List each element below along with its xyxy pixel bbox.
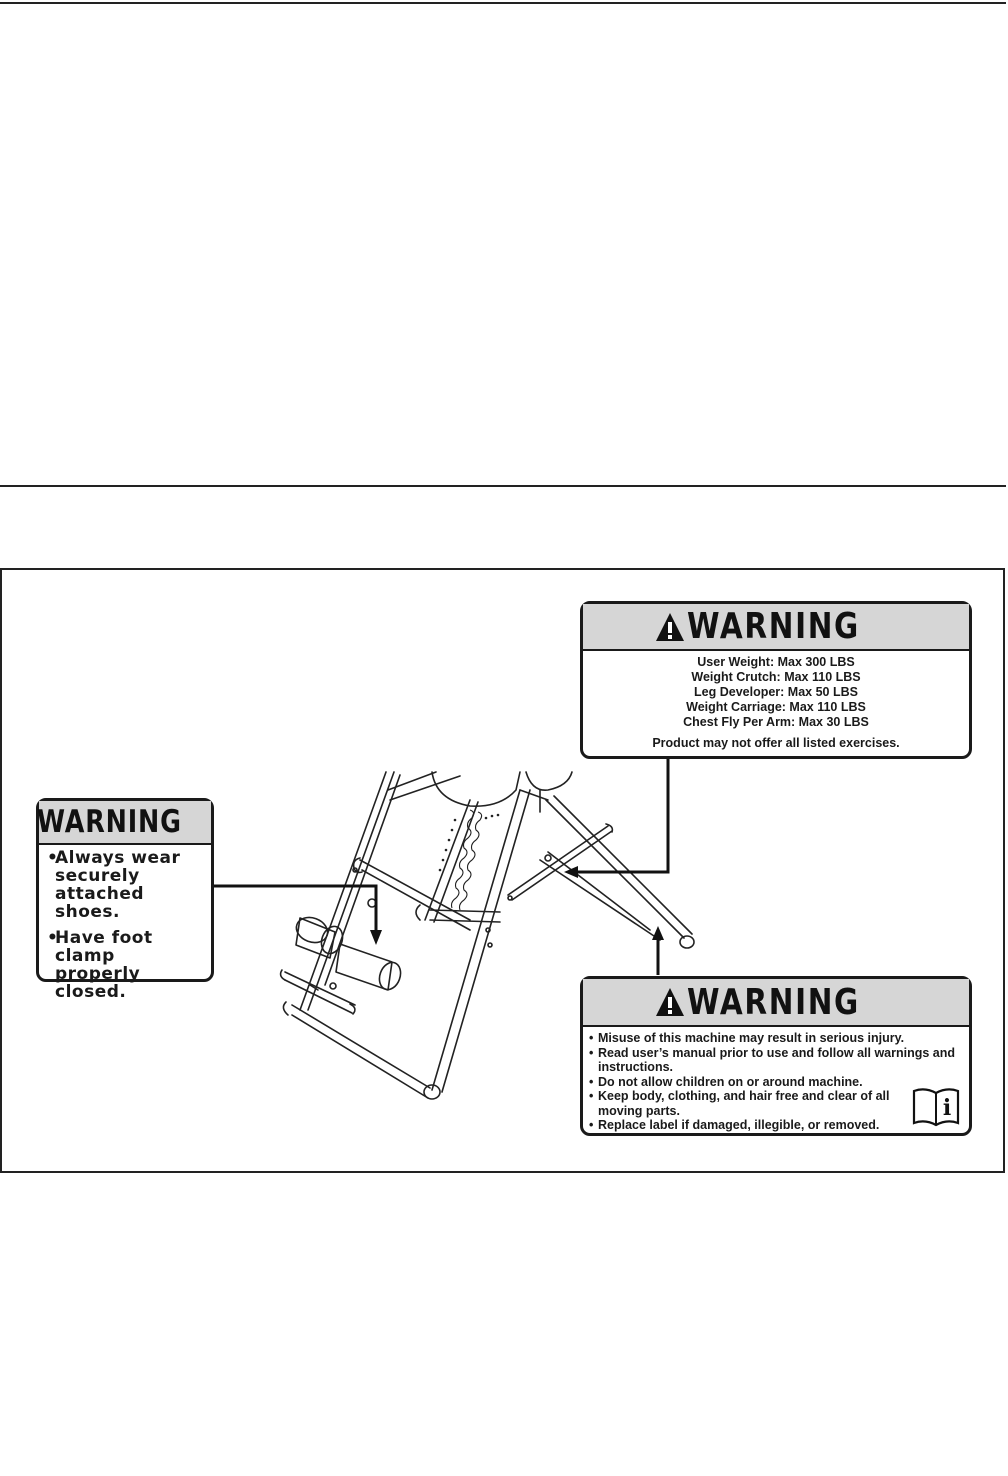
list-item — [47, 849, 203, 921]
manual-info-icon — [911, 1085, 961, 1127]
foot-clamp-list — [39, 845, 211, 1001]
general-warning-item: Read user’s manual prior to use and follow all warnings and instructions. — [598, 1045, 956, 1074]
general-warning-item: Keep body, clothing, and hair free and clear of all moving parts. — [598, 1089, 890, 1118]
weight-limit-item: Weight Carriage: Max 110 LBS — [686, 700, 866, 714]
foot-clamp-item: Have foot clamp properly closed. — [55, 928, 153, 1002]
weight-limit-item: Weight Crutch: Max 110 LBS — [691, 670, 861, 684]
label-header — [583, 604, 969, 651]
general-warning-item: Misuse of this machine may result in serious injury. — [598, 1031, 905, 1045]
general-warning-label — [580, 976, 972, 1136]
foot-clamp-warning-label — [36, 798, 214, 1002]
label-header — [583, 979, 969, 1027]
bullet: • — [589, 1089, 594, 1103]
weight-limit-item: Chest Fly Per Arm: Max 30 LBS — [683, 715, 869, 729]
manual-info-glyph: i — [942, 1095, 952, 1121]
bullet: • — [589, 1074, 594, 1089]
label-header — [39, 801, 211, 845]
exercise-note: Product may not offer all listed exercises. — [652, 736, 900, 750]
list-item — [589, 1118, 963, 1133]
bullet: • — [589, 1031, 594, 1045]
bullet: • — [589, 1118, 594, 1132]
bullet: • — [47, 848, 59, 868]
warning-triangle-icon — [655, 612, 685, 642]
label-heading: WARNING — [686, 981, 860, 1023]
general-warning-item: Replace label if damaged, illegible, or removed. — [598, 1118, 880, 1132]
list-item — [589, 1089, 899, 1118]
list-item — [589, 1075, 963, 1090]
bullet: • — [47, 928, 59, 948]
foot-clamp-item: Always wear securely attached shoes. — [55, 848, 181, 922]
general-warning-item: Do not allow children on or around machine. — [598, 1074, 863, 1089]
list-item — [589, 1031, 963, 1046]
label-heading: WARNING — [686, 606, 860, 647]
list-item — [589, 1046, 963, 1075]
label-heading: WARNING — [37, 804, 182, 840]
weight-limit-item: Leg Developer: Max 50 LBS — [694, 685, 858, 699]
weight-limit-list — [583, 651, 969, 730]
list-item — [47, 929, 203, 1001]
warning-triangle-icon — [655, 987, 685, 1017]
weight-limit-item: User Weight: Max 300 LBS — [697, 655, 855, 669]
bullet: • — [589, 1045, 594, 1060]
weight-limit-warning-label — [580, 601, 972, 759]
